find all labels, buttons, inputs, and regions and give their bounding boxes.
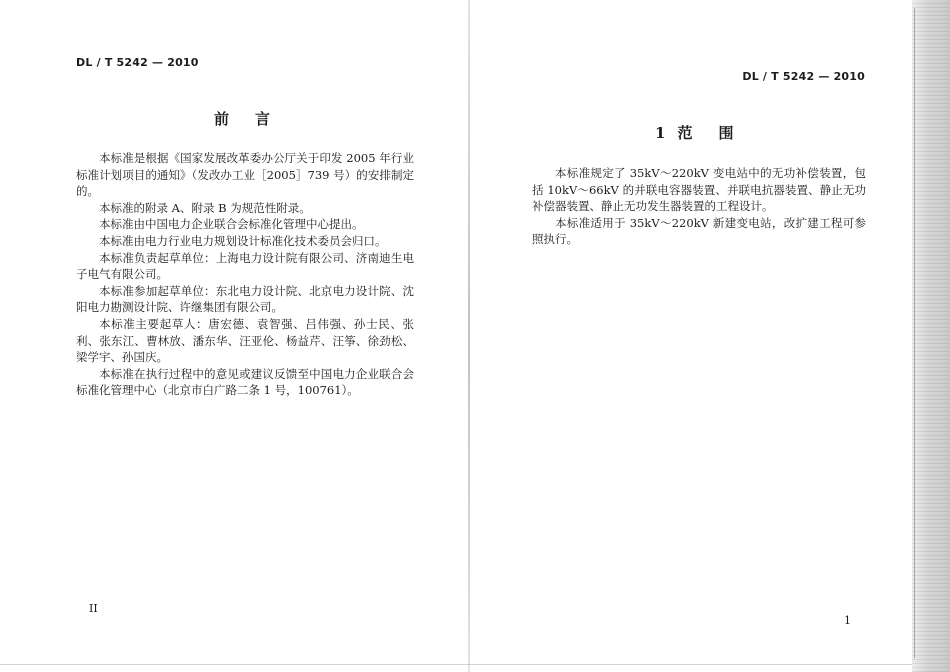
scan-edge-shadow bbox=[912, 0, 950, 672]
standard-number-header: DL / T 5242 — 2010 bbox=[76, 56, 199, 69]
foreword-paragraph: 本标准的附录 A、附录 B 为规范性附录。 bbox=[99, 200, 311, 215]
scope-body bbox=[532, 165, 866, 248]
foreword-paragraph: 本标准参加起草单位：东北电力设计院、北京电力设计院、沈阳电力勘测设计院、许继集团有限公司。 bbox=[76, 283, 414, 315]
page-number: 1 bbox=[844, 614, 851, 627]
foreword-body bbox=[76, 150, 414, 399]
foreword-paragraph: 本标准负责起草单位：上海电力设计院有限公司、济南迪生电子电气有限公司。 bbox=[76, 250, 414, 282]
section-number: 1 bbox=[655, 124, 666, 142]
section-title: 范围 bbox=[677, 124, 760, 142]
scope-paragraph: 本标准规定了 35kV～220kV 变电站中的无功补偿装置，包括 10kV～66kV 的并联电容器装置、并联电抗器装置、静止无功补偿器装置、静止无功发生器装置的工程设计。 bbox=[532, 166, 866, 214]
foreword-paragraph: 本标准在执行过程中的意见或建议反馈至中国电力企业联合会标准化管理中心（北京市白广路二条 1 号，100761）。 bbox=[76, 366, 414, 398]
foreword-paragraph: 本标准主要起草人：唐宏德、袁智强、吕伟强、孙士民、张利、张东江、曹林放、潘东华、汪亚伦、杨益芹、汪筝、徐劲松、梁学宇、孙国庆。 bbox=[76, 316, 414, 365]
scan-bottom-edge bbox=[0, 664, 912, 665]
scope-paragraph: 本标准适用于 35kV～220kV 新建变电站，改扩建工程可参照执行。 bbox=[532, 215, 866, 247]
left-page bbox=[0, 0, 470, 672]
foreword-paragraph: 本标准由中国电力企业联合会标准化管理中心提出。 bbox=[99, 217, 364, 232]
foreword-paragraph: 本标准由电力行业电力规划设计标准化技术委员会归口。 bbox=[99, 233, 387, 248]
page-edge-line bbox=[914, 8, 915, 658]
right-page bbox=[470, 0, 915, 672]
page-number: II bbox=[89, 602, 98, 615]
standard-number-header: DL / T 5242 — 2010 bbox=[742, 70, 865, 83]
foreword-heading: 前言 bbox=[214, 110, 297, 128]
foreword-paragraph: 本标准是根据《国家发展改革委办公厅关于印发 2005 年行业标准计划项目的通知》（发改办工业［2005］739 号）的安排制定的。 bbox=[76, 151, 414, 199]
section-heading bbox=[655, 122, 759, 143]
